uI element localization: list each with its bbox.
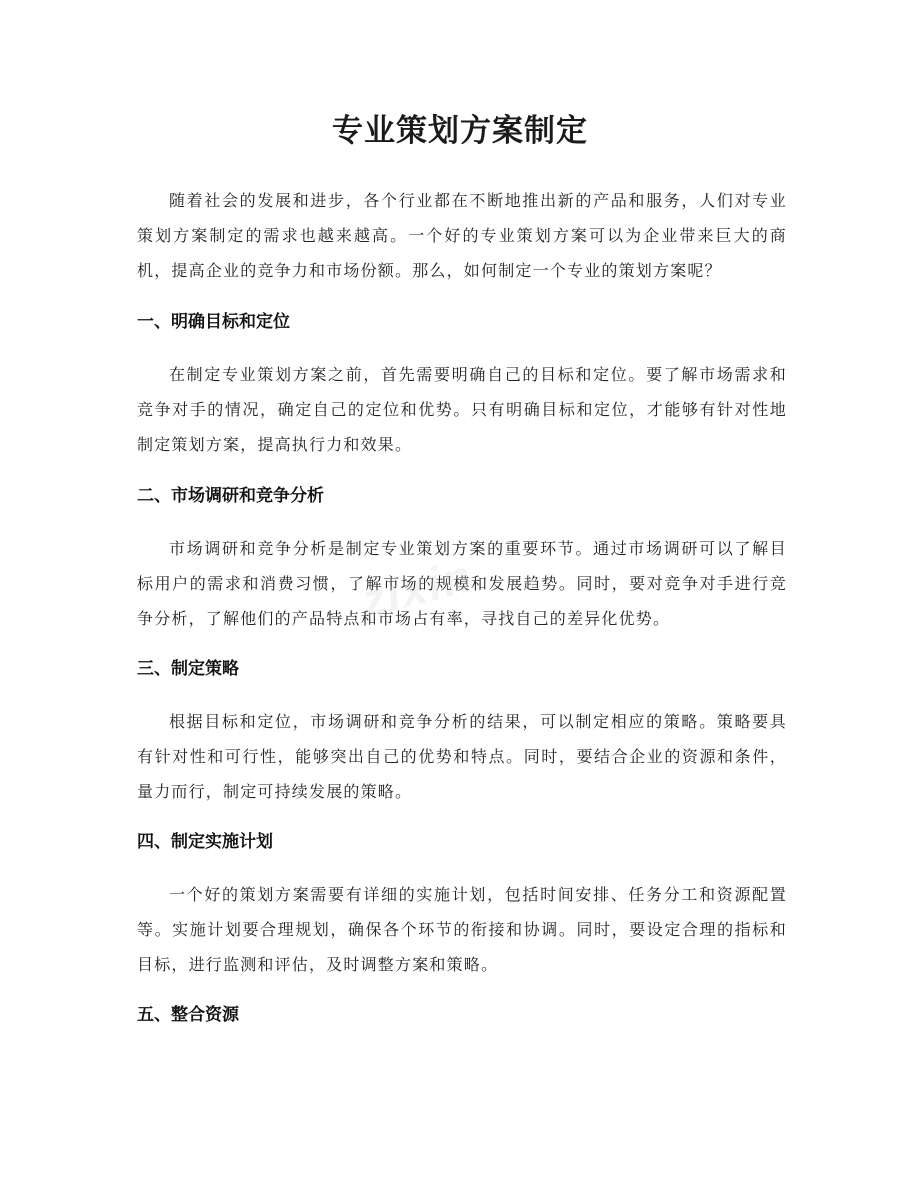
section-body-2: 市场调研和竞争分析是制定专业策划方案的重要环节。通过市场调研可以了解目标用户的需求和消费习惯，了解市场的规模和发展趋势。同时，要对竞争对手进行竞争分析，了解他们的产品特点和市场占有率，寻找自己的差异化优势。 xyxy=(137,539,787,628)
page-title: 专业策划方案制定 xyxy=(332,113,588,149)
section-body-1: 在制定专业策划方案之前，首先需要明确自己的目标和定位。要了解市场需求和竞争对手的情况，确定自己的定位和优势。只有明确目标和定位，才能够有针对性地制定策划方案，提高执行力和效果。 xyxy=(137,365,787,454)
watermark: zixin xyxy=(356,549,478,627)
section-heading-2: 二、市场调研和竞争分析 xyxy=(137,486,324,506)
section-heading-1: 一、明确目标和定位 xyxy=(137,312,290,332)
section-body-3: 根据目标和定位，市场调研和竞争分析的结果，可以制定相应的策略。策略要具有针对性和可行性，能够突出自己的优势和特点。同时，要结合企业的资源和条件，量力而行，制定可持续发展的策略。 xyxy=(137,712,787,801)
section-heading-4: 四、制定实施计划 xyxy=(137,832,273,852)
intro-paragraph: 随着社会的发展和进步，各个行业都在不断地推出新的产品和服务，人们对专业策划方案制定的需求也越来越高。一个好的专业策划方案可以为企业带来巨大的商机，提高企业的竞争力和市场份额。那么，如何制定一个专业的策划方案呢？ xyxy=(137,191,787,280)
section-heading-5: 五、整合资源 xyxy=(137,1005,239,1025)
section-body-4: 一个好的策划方案需要有详细的实施计划，包括时间安排、任务分工和资源配置等。实施计划要合理规划，确保各个环节的衔接和协调。同时，要设定合理的指标和目标，进行监测和评估，及时调整方案和策略。 xyxy=(137,885,787,974)
section-heading-3: 三、制定策略 xyxy=(137,659,239,679)
